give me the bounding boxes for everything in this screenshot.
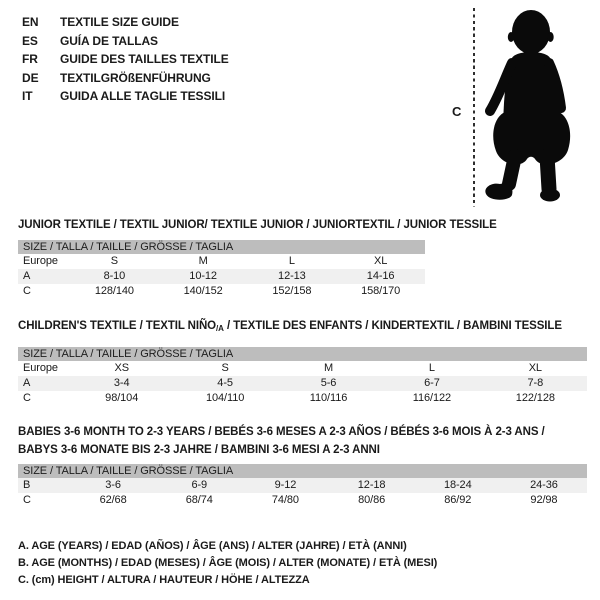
title-text: BABYS 3-6 MONATE BIS 2-3 JAHRE / BAMBINI 3-6 MESI A 2-3 ANNI xyxy=(18,444,380,456)
title-text: / TEXTILE DES ENFANTS / KINDERTEXTIL / BAMBINI TESSILE xyxy=(223,320,562,332)
section-title xyxy=(18,317,587,338)
size-cell: 128/140 xyxy=(94,285,134,297)
size-cell: 3-4 xyxy=(113,377,130,389)
size-cell: 8-10 xyxy=(103,270,126,282)
size-cell: 68/74 xyxy=(185,494,213,506)
size-cell: 86/92 xyxy=(444,494,472,506)
table-row xyxy=(18,478,587,493)
size-cell: 4-5 xyxy=(217,377,233,389)
size-cell: L xyxy=(288,255,295,267)
guide-title: GUÍA DE TALLAS xyxy=(60,33,158,48)
guide-title: TEXTILE SIZE GUIDE xyxy=(60,15,179,29)
size-cell: 12-13 xyxy=(278,270,306,282)
language-code: DE xyxy=(22,70,39,85)
language-list xyxy=(22,13,229,106)
language-code: FR xyxy=(22,52,38,66)
size-table xyxy=(18,464,587,508)
footnote: A. AGE (YEARS) / EDAD (AÑOS) / ÂGE (ANS) / ALTER (JAHRE) / ETÀ (ANNI) xyxy=(18,540,407,552)
size-cell: 6-7 xyxy=(424,377,440,389)
guide-title: GUIDA ALLE TAGLIE TESSILI xyxy=(60,89,226,103)
language-row xyxy=(22,32,229,51)
section-title xyxy=(18,216,497,234)
row-label: B xyxy=(23,479,31,491)
size-cell: 92/98 xyxy=(530,494,558,506)
guide-title: GUIDE DES TAILLES TEXTILE xyxy=(60,52,229,66)
size-cell: 18-24 xyxy=(443,479,472,491)
baby-silhouette-icon xyxy=(483,8,577,202)
footnote: B. AGE (MONTHS) / EDAD (MESES) / ÂGE (MOIS) / ALTER (MONATE) / ETÀ (MESI) xyxy=(18,557,438,569)
row-label: C xyxy=(23,494,31,506)
section-title-line xyxy=(18,441,587,459)
size-cell: 140/152 xyxy=(183,285,223,297)
size-header-band: SIZE / TALLA / TAILLE / GRÖSSE / TAGLIA xyxy=(18,347,587,361)
size-cell: 9-12 xyxy=(274,479,297,491)
size-cell: XL xyxy=(373,255,388,267)
row-label: C xyxy=(23,392,31,404)
section-junior-textile xyxy=(18,216,497,306)
language-code: IT xyxy=(22,89,33,103)
size-cell: 3-6 xyxy=(105,479,121,491)
size-cell: 24-36 xyxy=(530,479,558,491)
table-row xyxy=(18,361,587,376)
table-row xyxy=(18,391,587,406)
title-text: JUNIOR TEXTILE / TEXTIL JUNIOR/ TEXTILE JUNIOR / JUNIORTEXTIL / JUNIOR TESSILE xyxy=(18,219,497,231)
section-title xyxy=(18,423,587,459)
table-row xyxy=(18,376,587,391)
language-row xyxy=(22,69,229,88)
footnote: C. (cm) HEIGHT / ALTURA / HAUTEUR / HÖHE / ALTEZZA xyxy=(18,574,310,586)
size-cell: M xyxy=(323,362,334,374)
size-cell: L xyxy=(428,362,435,374)
size-cell: 62/68 xyxy=(99,494,127,506)
language-code: EN xyxy=(22,15,39,29)
size-header-band: SIZE / TALLA / TAILLE / GRÖSSE / TAGLIA xyxy=(18,240,425,254)
row-label: Europe xyxy=(23,255,58,267)
section-childrens-textile xyxy=(18,317,587,412)
section-title-line xyxy=(18,317,587,338)
size-table xyxy=(18,347,587,406)
size-cell: S xyxy=(221,362,229,374)
section-babies-textile xyxy=(18,423,587,513)
size-cell: XS xyxy=(114,362,129,374)
size-cell: 116/122 xyxy=(412,392,452,404)
language-row xyxy=(22,87,229,106)
size-cell: 5-6 xyxy=(320,377,337,389)
table-row xyxy=(18,269,425,284)
size-cell: 158/170 xyxy=(361,285,401,297)
size-cell: 10-12 xyxy=(189,270,217,282)
height-measure-dashed-line xyxy=(473,8,475,207)
table-row xyxy=(18,284,425,299)
size-cell: 6-9 xyxy=(191,479,208,491)
size-cell: S xyxy=(110,255,118,267)
section-title-line xyxy=(18,423,587,441)
size-table xyxy=(18,240,425,299)
height-marker-label: C xyxy=(452,104,462,119)
size-cell: 110/116 xyxy=(309,392,348,404)
size-cell: 80/86 xyxy=(358,494,386,506)
subscript-text: /A xyxy=(216,324,224,333)
size-cell: XL xyxy=(528,362,542,374)
row-label: A xyxy=(23,377,31,389)
title-text: CHILDREN'S TEXTILE / TEXTIL NIÑO xyxy=(18,320,217,332)
size-cell: 14-16 xyxy=(366,270,395,282)
guide-title: TEXTILGRÖßENFÜHRUNG xyxy=(60,70,211,85)
size-cell: 152/158 xyxy=(272,285,312,297)
section-title-line xyxy=(18,216,497,234)
row-label: Europe xyxy=(23,362,58,374)
size-cell: 104/110 xyxy=(205,392,245,404)
footnotes xyxy=(18,538,437,589)
title-text: BABIES 3-6 MONTH TO 2-3 YEARS / BEBÉS 3-6 MESES A 2-3 AÑOS / BÉBÉS 3-6 MOIS À 2-3 ANS / xyxy=(18,426,545,438)
size-cell: 7-8 xyxy=(527,377,544,389)
size-cell: 98/104 xyxy=(105,392,139,404)
size-cell: 12-18 xyxy=(357,479,386,491)
table-row xyxy=(18,254,425,269)
language-row xyxy=(22,13,229,32)
size-header-band: SIZE / TALLA / TAILLE / GRÖSSE / TAGLIA xyxy=(18,464,587,478)
size-cell: 74/80 xyxy=(271,494,299,506)
row-label: C xyxy=(23,285,31,297)
language-row xyxy=(22,50,229,69)
size-cell: 122/128 xyxy=(515,392,555,404)
row-label: A xyxy=(23,270,31,282)
table-row xyxy=(18,493,587,508)
language-code: ES xyxy=(22,33,38,48)
size-cell: M xyxy=(198,255,208,267)
